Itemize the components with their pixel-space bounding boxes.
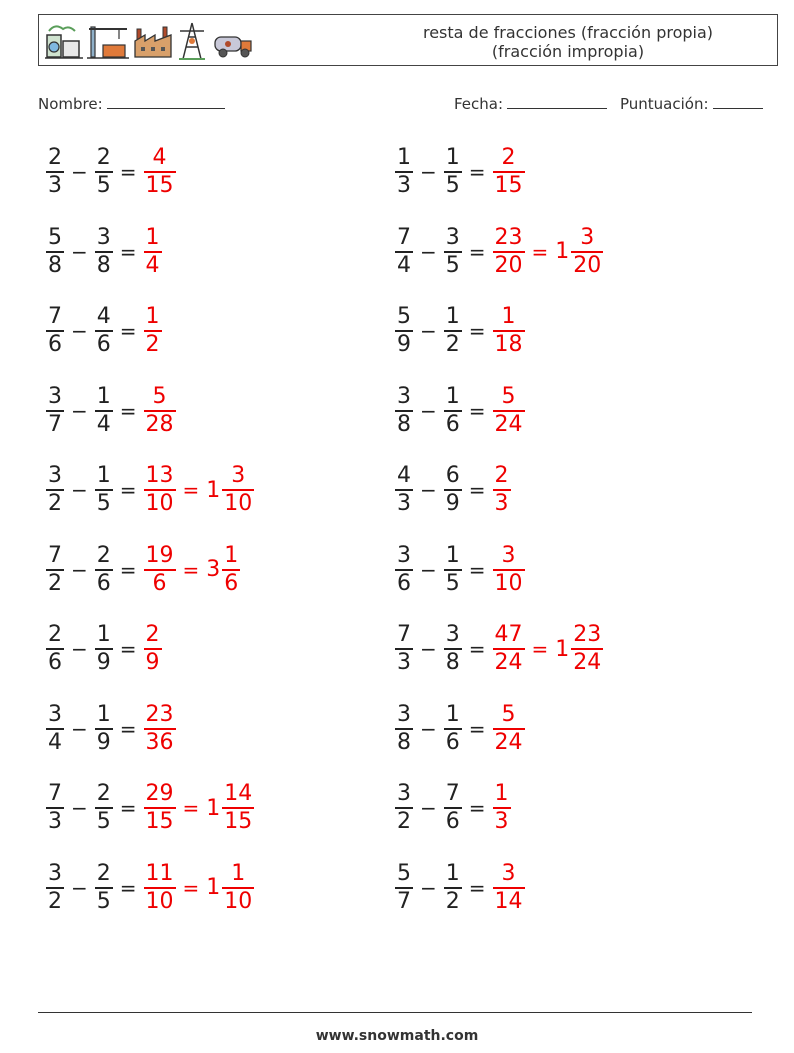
- minus-sign: −: [71, 239, 88, 264]
- second-fraction-numerator: 1: [445, 304, 460, 329]
- minus-sign: −: [71, 875, 88, 900]
- first-fraction-denominator: 4: [48, 729, 62, 755]
- factory-icon: [45, 21, 83, 61]
- first-fraction-numerator: 7: [48, 304, 62, 329]
- first-fraction-denominator: 6: [48, 650, 62, 675]
- second-fraction: [444, 861, 462, 915]
- first-fraction: [46, 304, 64, 358]
- mixed-equals-sign: =: [182, 796, 200, 820]
- mixed-whole-part: 1: [206, 795, 221, 821]
- answer-fraction-denominator: 18: [494, 332, 523, 357]
- answer-fraction: [144, 304, 162, 358]
- answer-fraction-numerator: 3: [501, 860, 516, 886]
- second-fraction: [95, 543, 113, 597]
- first-fraction-denominator: 3: [397, 173, 411, 198]
- second-fraction-denominator: 2: [445, 332, 460, 357]
- equals-sign: =: [468, 716, 486, 741]
- answer-fraction-denominator: 3: [494, 491, 509, 516]
- mixed-equals-sign: =: [531, 239, 549, 264]
- answer-fraction: [144, 861, 176, 915]
- equals-sign: =: [468, 398, 486, 423]
- first-fraction-numerator: 3: [397, 701, 411, 727]
- equals-sign: =: [119, 796, 137, 820]
- answer-fraction: [493, 622, 525, 676]
- second-fraction-numerator: 1: [96, 622, 111, 647]
- first-fraction-numerator: 5: [397, 860, 411, 886]
- first-fraction-denominator: 7: [397, 888, 411, 914]
- second-fraction: [444, 225, 462, 279]
- mixed-denominator: 20: [573, 252, 602, 278]
- second-fraction: [95, 781, 113, 835]
- answer-fraction-numerator: 2: [501, 145, 516, 170]
- first-fraction-denominator: 2: [48, 888, 62, 914]
- second-fraction-denominator: 9: [96, 650, 111, 675]
- problem: [44, 619, 164, 679]
- header-icons: [45, 21, 255, 61]
- second-fraction-denominator: 5: [96, 888, 111, 914]
- mixed-whole-part: 1: [555, 239, 570, 264]
- first-fraction-denominator: 3: [48, 173, 62, 198]
- footer-rule: [38, 1012, 752, 1013]
- answer-fraction: [493, 702, 525, 756]
- second-fraction-denominator: 5: [96, 809, 111, 834]
- first-fraction-denominator: 3: [397, 650, 411, 675]
- second-fraction: [95, 463, 113, 517]
- problem: [393, 858, 527, 918]
- answer-fraction-numerator: 4: [152, 145, 167, 170]
- first-fraction-numerator: 5: [48, 224, 62, 250]
- first-fraction-numerator: 4: [397, 463, 411, 488]
- mixed-fraction-part: [571, 622, 603, 676]
- problem: [44, 778, 256, 838]
- equals-sign: =: [119, 398, 137, 423]
- first-fraction: [46, 463, 64, 517]
- mixed-denominator: 6: [224, 570, 239, 596]
- answer-fraction-denominator: 3: [494, 809, 509, 834]
- second-fraction-numerator: 2: [96, 542, 111, 568]
- minus-sign: −: [71, 160, 88, 184]
- first-fraction-numerator: 2: [48, 145, 62, 170]
- first-fraction: [395, 781, 413, 835]
- answer-fraction: [144, 622, 162, 676]
- answer-fraction-numerator: 29: [145, 781, 174, 806]
- problem: [44, 381, 178, 441]
- mixed-numerator: 1: [224, 542, 239, 568]
- equals-sign: =: [468, 796, 486, 820]
- problem: [393, 540, 527, 600]
- minus-sign: −: [71, 319, 88, 343]
- answer-fraction-denominator: 4: [145, 252, 160, 278]
- answer-fraction-numerator: 13: [145, 463, 174, 488]
- second-fraction-numerator: 7: [445, 781, 460, 806]
- equals-sign: =: [119, 319, 137, 343]
- answer-fraction-numerator: 1: [494, 781, 509, 806]
- first-fraction-denominator: 3: [48, 809, 62, 834]
- answer-fraction: [493, 543, 525, 597]
- second-fraction-numerator: 2: [96, 860, 111, 886]
- answer-fraction-numerator: 1: [145, 304, 160, 329]
- first-fraction: [395, 384, 413, 438]
- problem: [393, 619, 605, 679]
- date-line[interactable]: [507, 94, 607, 109]
- equals-sign: =: [468, 478, 486, 502]
- minus-sign: −: [71, 478, 88, 502]
- factory-buildings-icon: [133, 21, 173, 61]
- answer-fraction: [493, 781, 511, 835]
- answer-fraction-numerator: 2: [145, 622, 160, 647]
- mixed-numerator: 14: [224, 781, 253, 806]
- first-fraction: [46, 543, 64, 597]
- first-fraction: [395, 225, 413, 279]
- mixed-whole-part: 1: [206, 477, 221, 503]
- equals-sign: =: [468, 239, 486, 264]
- problem: [393, 381, 527, 441]
- first-fraction: [395, 145, 413, 199]
- first-fraction-denominator: 8: [48, 252, 62, 278]
- first-fraction: [395, 304, 413, 358]
- answer-fraction-numerator: 5: [501, 701, 516, 727]
- second-fraction: [444, 384, 462, 438]
- equals-sign: =: [119, 239, 137, 264]
- second-fraction: [444, 463, 462, 517]
- answer-fraction: [493, 304, 525, 358]
- second-fraction: [95, 384, 113, 438]
- minus-sign: −: [420, 398, 437, 423]
- answer-fraction: [493, 384, 525, 438]
- second-fraction-denominator: 5: [445, 173, 460, 198]
- second-fraction-denominator: 9: [96, 729, 111, 755]
- mixed-numerator: 3: [580, 224, 595, 250]
- problem: [44, 142, 178, 202]
- name-label: Nombre:: [38, 95, 103, 113]
- date-label: Fecha:: [454, 95, 504, 113]
- first-fraction-numerator: 2: [48, 622, 62, 647]
- mixed-numerator: 23: [573, 622, 602, 647]
- second-fraction: [444, 622, 462, 676]
- answer-fraction-denominator: 24: [494, 650, 523, 675]
- answer-fraction-numerator: 1: [145, 224, 160, 250]
- answer-fraction-denominator: 20: [494, 252, 523, 278]
- first-fraction-denominator: 4: [397, 252, 411, 278]
- second-fraction-numerator: 6: [445, 463, 460, 488]
- second-fraction: [444, 781, 462, 835]
- answer-fraction-denominator: 15: [145, 173, 174, 198]
- equals-sign: =: [468, 875, 486, 900]
- mixed-fraction-part: [222, 543, 240, 597]
- minus-sign: −: [71, 557, 88, 582]
- second-fraction: [444, 543, 462, 597]
- first-fraction-denominator: 9: [397, 332, 411, 357]
- answer-fraction: [144, 225, 162, 279]
- answer-fraction: [144, 702, 176, 756]
- first-fraction-denominator: 8: [397, 411, 411, 437]
- answer-fraction: [493, 225, 525, 279]
- first-fraction-numerator: 7: [397, 224, 411, 250]
- minus-sign: −: [420, 796, 437, 820]
- first-fraction: [46, 702, 64, 756]
- first-fraction: [46, 384, 64, 438]
- name-field[interactable]: [38, 94, 225, 113]
- mixed-whole-part: 1: [555, 636, 570, 662]
- problem: [393, 699, 527, 759]
- minus-sign: −: [420, 716, 437, 741]
- second-fraction: [95, 304, 113, 358]
- equals-sign: =: [119, 160, 137, 184]
- answer-fraction-numerator: 19: [145, 542, 174, 568]
- second-fraction-numerator: 1: [96, 463, 111, 488]
- mixed-equals-sign: =: [182, 478, 200, 502]
- answer-fraction-denominator: 6: [152, 570, 167, 596]
- minus-sign: −: [420, 160, 437, 184]
- first-fraction-denominator: 6: [397, 570, 411, 596]
- first-fraction-denominator: 2: [48, 491, 62, 516]
- answer-fraction-denominator: 28: [145, 411, 174, 437]
- problem: [44, 222, 164, 282]
- second-fraction-numerator: 3: [445, 622, 460, 647]
- answer-fraction-numerator: 23: [494, 224, 523, 250]
- answer-fraction: [144, 781, 176, 835]
- first-fraction-numerator: 3: [48, 701, 62, 727]
- second-fraction-denominator: 8: [445, 650, 460, 675]
- first-fraction: [46, 225, 64, 279]
- second-fraction: [95, 145, 113, 199]
- score-label: Puntuación:: [620, 95, 709, 113]
- power-tower-icon: [177, 21, 207, 61]
- mixed-fraction-part: [222, 781, 254, 835]
- second-fraction-numerator: 1: [96, 383, 111, 409]
- second-fraction-denominator: 5: [445, 252, 460, 278]
- second-fraction-denominator: 8: [96, 252, 111, 278]
- first-fraction-numerator: 7: [397, 622, 411, 647]
- first-fraction: [395, 543, 413, 597]
- equals-sign: =: [119, 875, 137, 900]
- mixed-denominator: 24: [573, 650, 602, 675]
- mixed-whole-part: 1: [206, 875, 221, 900]
- answer-fraction-numerator: 23: [145, 701, 174, 727]
- first-fraction-numerator: 7: [48, 781, 62, 806]
- problem: [44, 460, 256, 520]
- problem: [44, 858, 256, 918]
- minus-sign: −: [71, 637, 88, 661]
- second-fraction: [444, 702, 462, 756]
- second-fraction-denominator: 6: [96, 332, 111, 357]
- first-fraction-denominator: 7: [48, 411, 62, 437]
- second-fraction-denominator: 2: [445, 888, 460, 914]
- date-field[interactable]: [454, 94, 607, 113]
- problem: [393, 222, 605, 282]
- first-fraction: [46, 145, 64, 199]
- score-line[interactable]: [713, 94, 763, 109]
- first-fraction-denominator: 2: [397, 809, 411, 834]
- problem: [44, 540, 242, 600]
- equals-sign: =: [119, 478, 137, 502]
- minus-sign: −: [420, 637, 437, 661]
- second-fraction-numerator: 1: [445, 542, 460, 568]
- problem: [44, 699, 178, 759]
- first-fraction: [395, 622, 413, 676]
- second-fraction-numerator: 1: [445, 383, 460, 409]
- header-box: [38, 14, 778, 66]
- minus-sign: −: [420, 478, 437, 502]
- first-fraction: [395, 463, 413, 517]
- first-fraction-numerator: 3: [397, 781, 411, 806]
- mixed-fraction-part: [222, 861, 254, 915]
- equals-sign: =: [468, 160, 486, 184]
- first-fraction-numerator: 3: [48, 463, 62, 488]
- title-line-2: (fracción impropia): [491, 42, 645, 61]
- mixed-denominator: 10: [224, 888, 253, 914]
- equals-sign: =: [468, 637, 486, 661]
- first-fraction-numerator: 7: [48, 542, 62, 568]
- second-fraction: [444, 304, 462, 358]
- mixed-fraction-part: [571, 225, 603, 279]
- answer-fraction-numerator: 5: [152, 383, 167, 409]
- mixed-equals-sign: =: [531, 637, 549, 661]
- problem: [393, 460, 513, 520]
- tanker-truck-icon: [211, 21, 255, 61]
- first-fraction-numerator: 5: [397, 304, 411, 329]
- equals-sign: =: [468, 319, 486, 343]
- answer-fraction-denominator: 10: [145, 888, 174, 914]
- second-fraction-denominator: 6: [445, 809, 460, 834]
- second-fraction-numerator: 2: [96, 145, 111, 170]
- minus-sign: −: [71, 716, 88, 741]
- answer-fraction-denominator: 14: [494, 888, 523, 914]
- first-fraction-numerator: 1: [397, 145, 411, 170]
- answer-fraction-numerator: 47: [494, 622, 523, 647]
- second-fraction-denominator: 5: [96, 491, 111, 516]
- crane-icon: [87, 21, 129, 61]
- answer-fraction-denominator: 15: [494, 173, 523, 198]
- second-fraction: [444, 145, 462, 199]
- first-fraction-numerator: 3: [397, 542, 411, 568]
- equals-sign: =: [468, 557, 486, 582]
- second-fraction-denominator: 5: [445, 570, 460, 596]
- second-fraction-denominator: 9: [445, 491, 460, 516]
- second-fraction-numerator: 1: [445, 860, 460, 886]
- second-fraction-numerator: 3: [96, 224, 111, 250]
- minus-sign: −: [71, 796, 88, 820]
- minus-sign: −: [420, 319, 437, 343]
- problem: [393, 778, 513, 838]
- second-fraction-numerator: 1: [445, 145, 460, 170]
- first-fraction-numerator: 3: [397, 383, 411, 409]
- first-fraction-numerator: 3: [48, 383, 62, 409]
- answer-fraction: [493, 145, 525, 199]
- second-fraction-denominator: 6: [445, 411, 460, 437]
- mixed-numerator: 1: [231, 860, 246, 886]
- second-fraction: [95, 225, 113, 279]
- equals-sign: =: [119, 557, 137, 582]
- second-fraction-denominator: 5: [96, 173, 111, 198]
- problem: [393, 301, 527, 361]
- answer-fraction-denominator: 9: [145, 650, 160, 675]
- answer-fraction-denominator: 2: [145, 332, 160, 357]
- answer-fraction-denominator: 10: [145, 491, 174, 516]
- mixed-denominator: 10: [224, 491, 253, 516]
- equals-sign: =: [119, 716, 137, 741]
- second-fraction-numerator: 4: [96, 304, 111, 329]
- mixed-fraction-part: [222, 463, 254, 517]
- first-fraction: [46, 622, 64, 676]
- second-fraction-denominator: 4: [96, 411, 111, 437]
- mixed-denominator: 15: [224, 809, 253, 834]
- answer-fraction: [144, 145, 176, 199]
- first-fraction: [395, 702, 413, 756]
- first-fraction: [395, 861, 413, 915]
- mixed-numerator: 3: [231, 463, 246, 488]
- title-line-1: resta de fracciones (fracción propia): [422, 23, 714, 42]
- problem: [393, 142, 527, 202]
- second-fraction-numerator: 1: [96, 701, 111, 727]
- first-fraction-denominator: 8: [397, 729, 411, 755]
- second-fraction-numerator: 3: [445, 224, 460, 250]
- second-fraction-denominator: 6: [96, 570, 111, 596]
- first-fraction: [46, 861, 64, 915]
- answer-fraction-numerator: 2: [494, 463, 509, 488]
- answer-fraction-numerator: 11: [145, 860, 174, 886]
- first-fraction-denominator: 2: [48, 570, 62, 596]
- score-field[interactable]: [620, 94, 763, 113]
- name-line[interactable]: [107, 94, 225, 109]
- answer-fraction-denominator: 10: [494, 570, 523, 596]
- answer-fraction-denominator: 15: [145, 809, 174, 834]
- minus-sign: −: [71, 398, 88, 423]
- second-fraction: [95, 702, 113, 756]
- answer-fraction-denominator: 24: [494, 411, 523, 437]
- equals-sign: =: [119, 637, 137, 661]
- answer-fraction: [493, 463, 511, 517]
- answer-fraction-denominator: 24: [494, 729, 523, 755]
- second-fraction: [95, 622, 113, 676]
- answer-fraction: [144, 463, 176, 517]
- worksheet-title: [403, 23, 733, 61]
- answer-fraction-numerator: 5: [501, 383, 516, 409]
- second-fraction: [95, 861, 113, 915]
- mixed-whole-part: 3: [206, 557, 221, 582]
- minus-sign: −: [420, 557, 437, 582]
- problem: [44, 301, 164, 361]
- answer-fraction-numerator: 1: [501, 304, 516, 329]
- second-fraction-numerator: 2: [96, 781, 111, 806]
- first-fraction-denominator: 6: [48, 332, 62, 357]
- second-fraction-denominator: 6: [445, 729, 460, 755]
- minus-sign: −: [420, 239, 437, 264]
- mixed-equals-sign: =: [182, 557, 200, 582]
- second-fraction-numerator: 1: [445, 701, 460, 727]
- answer-fraction: [144, 543, 176, 597]
- first-fraction-numerator: 3: [48, 860, 62, 886]
- minus-sign: −: [420, 875, 437, 900]
- mixed-equals-sign: =: [182, 875, 200, 900]
- first-fraction-denominator: 3: [397, 491, 411, 516]
- first-fraction: [46, 781, 64, 835]
- answer-fraction: [493, 861, 525, 915]
- answer-fraction-denominator: 36: [145, 729, 174, 755]
- answer-fraction-numerator: 3: [501, 542, 516, 568]
- answer-fraction: [144, 384, 176, 438]
- footer-url: www.snowmath.com: [315, 1028, 479, 1044]
